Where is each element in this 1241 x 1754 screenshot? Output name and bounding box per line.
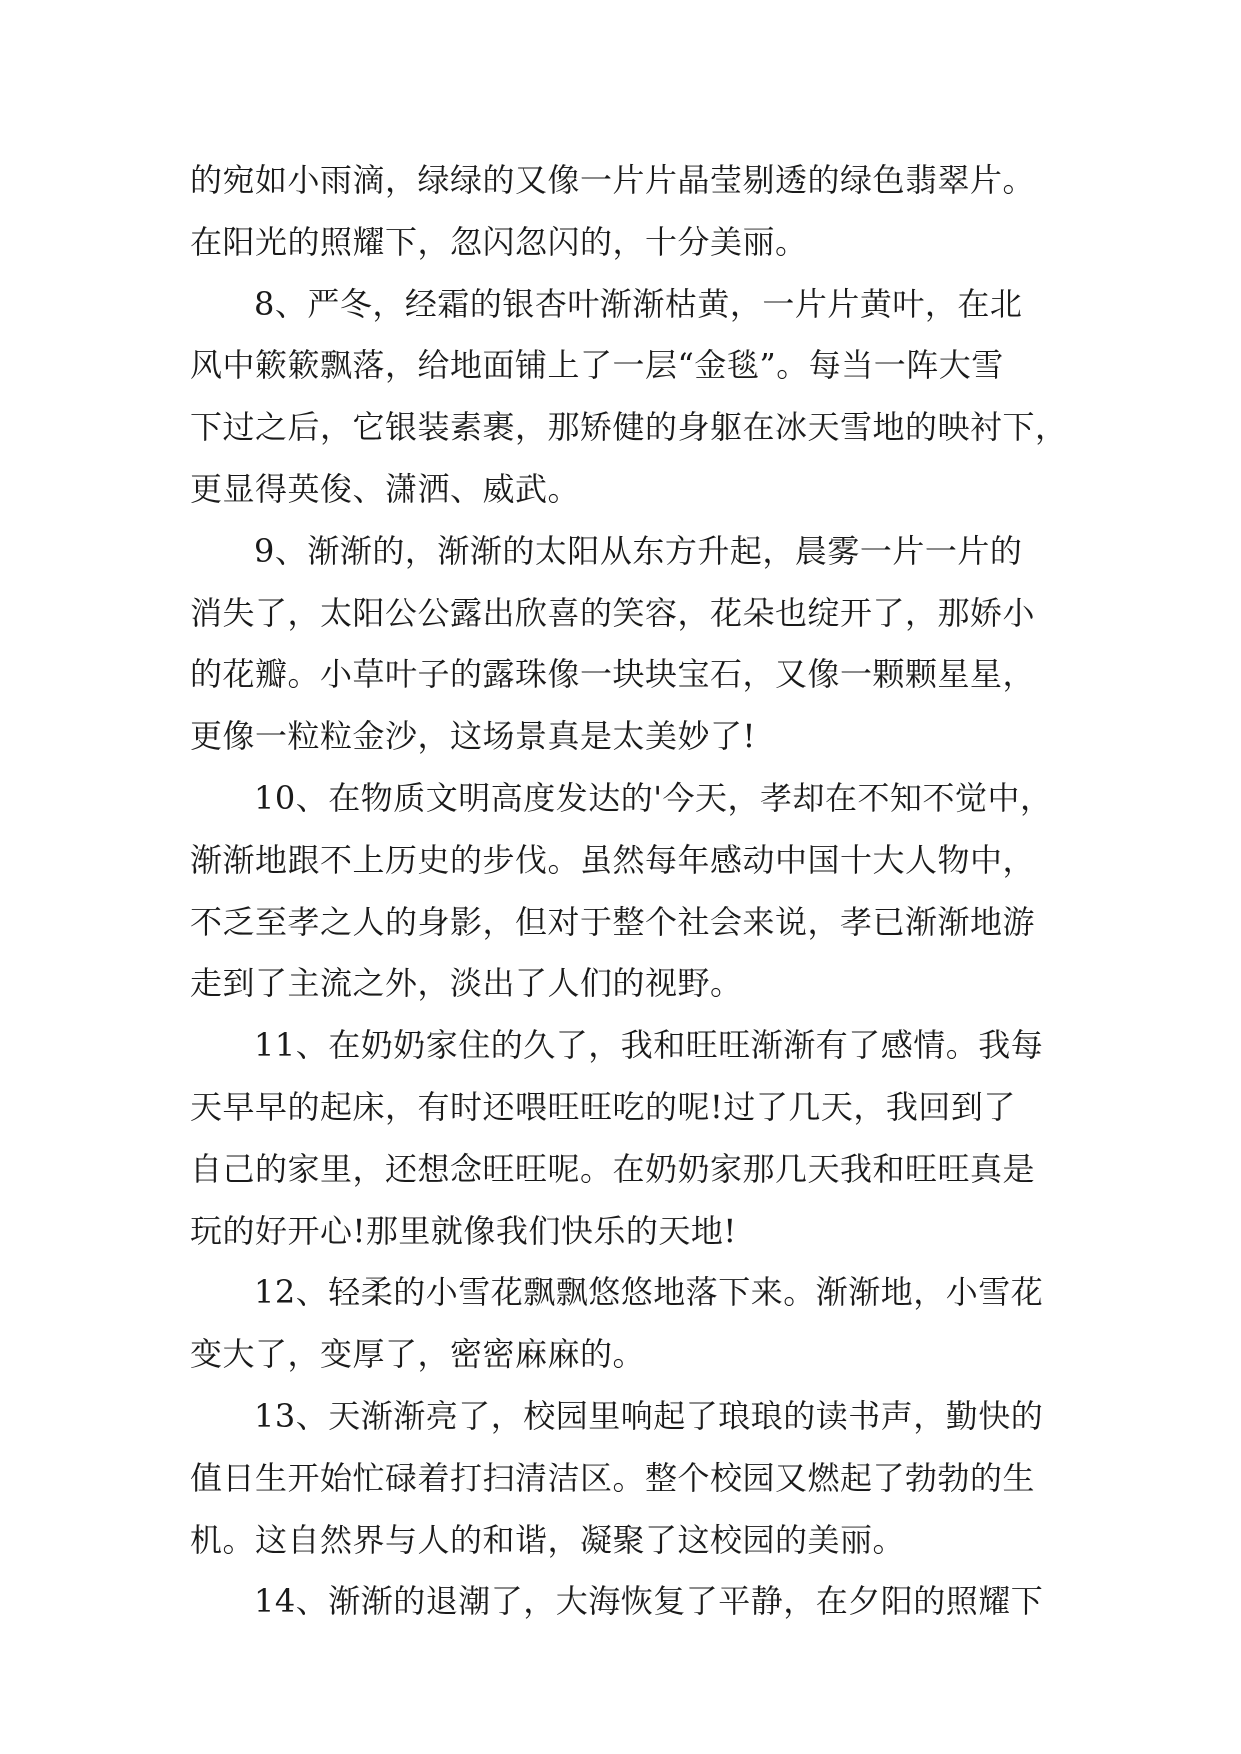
text-line: 更显得英俊、潇洒、威武。 bbox=[190, 469, 581, 508]
text-line: 渐渐地跟不上历史的步伐。虽然每年感动中国十大人物中， bbox=[190, 840, 1036, 879]
text-line: 8、严冬，经霜的银杏叶渐渐枯黄，一片片黄叶，在北 bbox=[254, 284, 1023, 323]
paragraph bbox=[190, 1386, 1070, 1571]
text-line: 天早早的起床，有时还喂旺旺吃的呢!过了几天，我回到了 bbox=[190, 1087, 1016, 1126]
text-line: 玩的好开心!那里就像我们快乐的天地! bbox=[190, 1211, 737, 1250]
paragraph bbox=[190, 1015, 1070, 1262]
document-body bbox=[190, 150, 1070, 1633]
paragraph bbox=[190, 150, 1070, 274]
text-line: 下过之后，它银装素裹，那矫健的身躯在冰天雪地的映衬下， bbox=[190, 408, 1068, 447]
text-line: 机。这自然界与人的和谐，凝聚了这校园的美丽。 bbox=[190, 1520, 906, 1559]
text-line: 9、渐渐的，渐渐的太阳从东方升起，晨雾一片一片的 bbox=[254, 531, 1023, 570]
text-line: 14、渐渐的退潮了，大海恢复了平静，在夕阳的照耀下 bbox=[254, 1582, 1044, 1621]
text-line: 走到了主流之外，淡出了人们的视野。 bbox=[190, 964, 743, 1003]
paragraph bbox=[190, 521, 1070, 768]
text-line: 在阳光的照耀下，忽闪忽闪的，十分美丽。 bbox=[190, 222, 808, 261]
text-line: 13、天渐渐亮了，校园里响起了琅琅的读书声，勤快的 bbox=[254, 1396, 1044, 1435]
paragraph bbox=[190, 274, 1070, 521]
text-line: 10、在物质文明高度发达的'今天，孝却在不知不觉中， bbox=[254, 778, 1053, 817]
text-line: 的花瓣。小草叶子的露珠像一块块宝石，又像一颗颗星星， bbox=[190, 655, 1036, 694]
text-line: 11、在奶奶家住的久了，我和旺旺渐渐有了感情。我每 bbox=[254, 1026, 1044, 1065]
text-line: 值日生开始忙碌着打扫清洁区。整个校园又燃起了勃勃的生 bbox=[190, 1458, 1036, 1497]
text-line: 不乏至孝之人的身影，但对于整个社会来说，孝已渐渐地游 bbox=[190, 902, 1036, 941]
paragraph bbox=[190, 768, 1070, 1015]
text-line: 12、轻柔的小雪花飘飘悠悠地落下来。渐渐地，小雪花 bbox=[254, 1273, 1044, 1312]
text-line: 自己的家里，还想念旺旺呢。在奶奶家那几天我和旺旺真是 bbox=[190, 1149, 1036, 1188]
text-line: 更像一粒粒金沙，这场景真是太美妙了! bbox=[190, 717, 756, 756]
text-line: 的宛如小雨滴，绿绿的又像一片片晶莹剔透的绿色翡翠片。 bbox=[190, 161, 1036, 199]
paragraph bbox=[190, 1262, 1070, 1386]
text-line: 变大了，变厚了，密密麻麻的。 bbox=[190, 1335, 646, 1374]
paragraph bbox=[190, 1571, 1070, 1633]
text-line: 风中簌簌飘落，给地面铺上了一层“金毯”。每当一阵大雪 bbox=[190, 346, 1004, 385]
text-line: 消失了，太阳公公露出欣喜的笑容，花朵也绽开了，那娇小 bbox=[190, 593, 1036, 632]
